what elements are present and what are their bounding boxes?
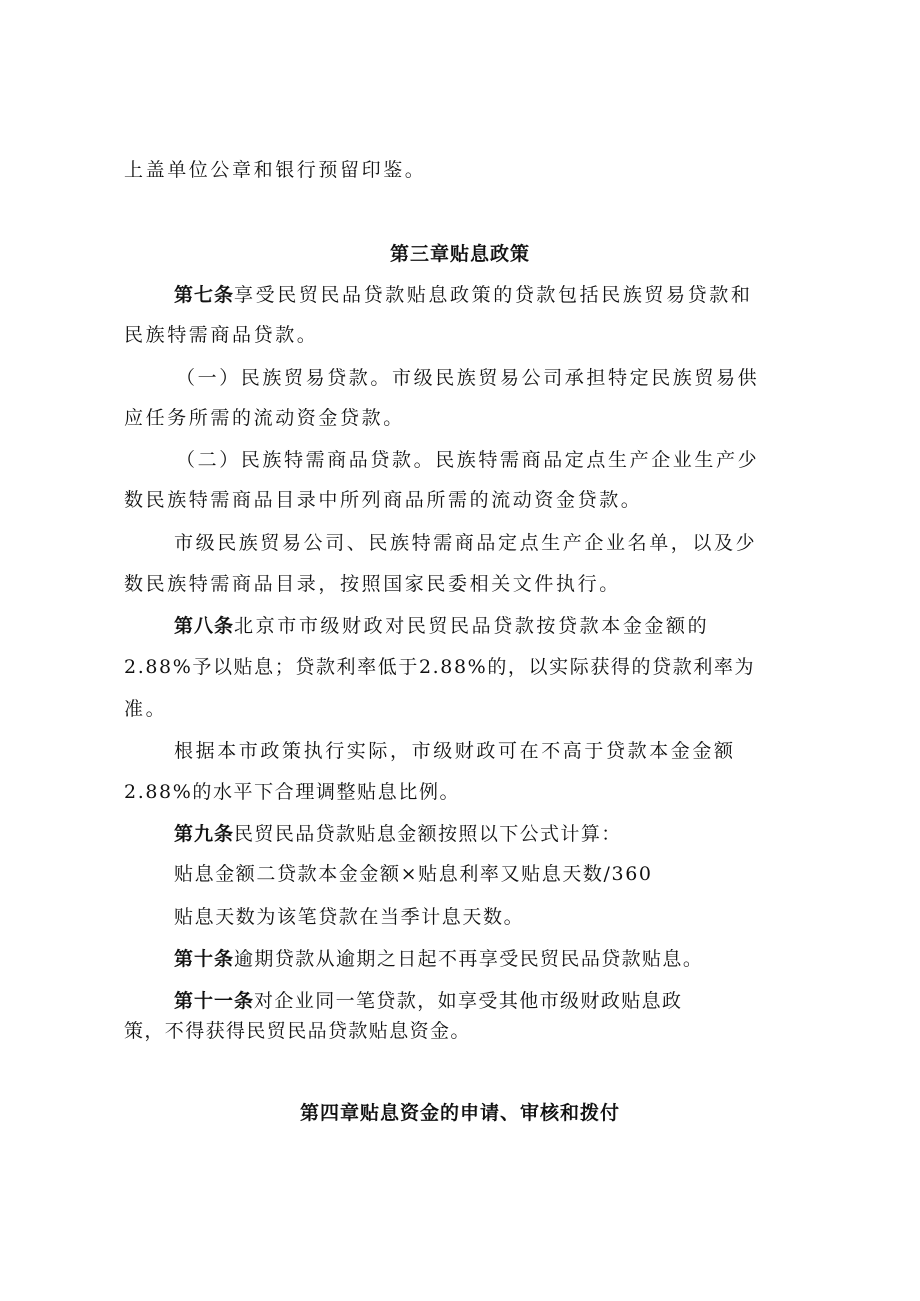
formula-line: 贴息金额二贷款本金金额×贴息利率又贴息天数/360 [174, 863, 653, 885]
text-line: 准。 [124, 698, 168, 720]
article-text: 对企业同一笔贷款，如享受其他市级财政贴息政 [254, 990, 683, 1012]
text-line: （一）民族贸易贷款。市级民族贸易公司承担特定民族贸易供 [176, 367, 760, 389]
text-line: 数民族特需商品目录中所列商品所需的流动资金贷款。 [124, 489, 643, 511]
article-text: 享受民贸民品贷款贴息政策的贷款包括民族贸易贷款和 [234, 284, 753, 306]
text-line: （二）民族特需商品贷款。民族特需商品定点生产企业生产少 [176, 449, 760, 471]
article-line [174, 947, 703, 971]
article-number: 第八条 [174, 615, 235, 637]
article-line [174, 614, 709, 638]
text-line: 市级民族贸易公司、民族特需商品定点生产企业名单，以及少 [174, 532, 758, 554]
article-number: 第十一条 [174, 990, 255, 1012]
article-text: 北京市市级财政对民贸民品贷款按贷款本金金额的 [234, 615, 710, 637]
text-line: 数民族特需商品目录，按照国家民委相关文件执行。 [124, 573, 621, 595]
article-line [174, 989, 682, 1013]
article-number: 第十条 [174, 948, 235, 970]
chapter-heading: 第四章贴息资金的申请、审核和拨付 [299, 1102, 620, 1124]
text-line: 应任务所需的流动资金贷款。 [124, 407, 405, 429]
chapter-heading: 第三章贴息政策 [389, 243, 530, 265]
text-line: 2.88%的水平下合理调整贴息比例。 [124, 781, 461, 803]
article-number: 第九条 [174, 823, 235, 845]
text-line: 2.88%予以贴息；贷款利率低于2.88%的，以实际获得的贷款利率为 [124, 656, 756, 678]
text-line: 根据本市政策执行实际，市级财政可在不高于贷款本金金额 [174, 740, 736, 762]
text-line: 上盖单位公章和银行预留印鉴。 [124, 159, 427, 181]
article-text: 民贸民品贷款贴息金额按照以下公式计算： [234, 823, 622, 845]
text-line: 策，不得获得民贸民品贷款贴息资金。 [124, 1020, 471, 1042]
text-line: 民族特需商品贷款。 [124, 324, 319, 346]
text-line: 贴息天数为该笔贷款在当季计息天数。 [174, 906, 525, 928]
article-line [174, 822, 622, 846]
article-text: 逾期贷款从逾期之日起不再享受民贸民品贷款贴息。 [234, 948, 704, 970]
article-line [174, 283, 752, 307]
article-number: 第七条 [174, 284, 235, 306]
